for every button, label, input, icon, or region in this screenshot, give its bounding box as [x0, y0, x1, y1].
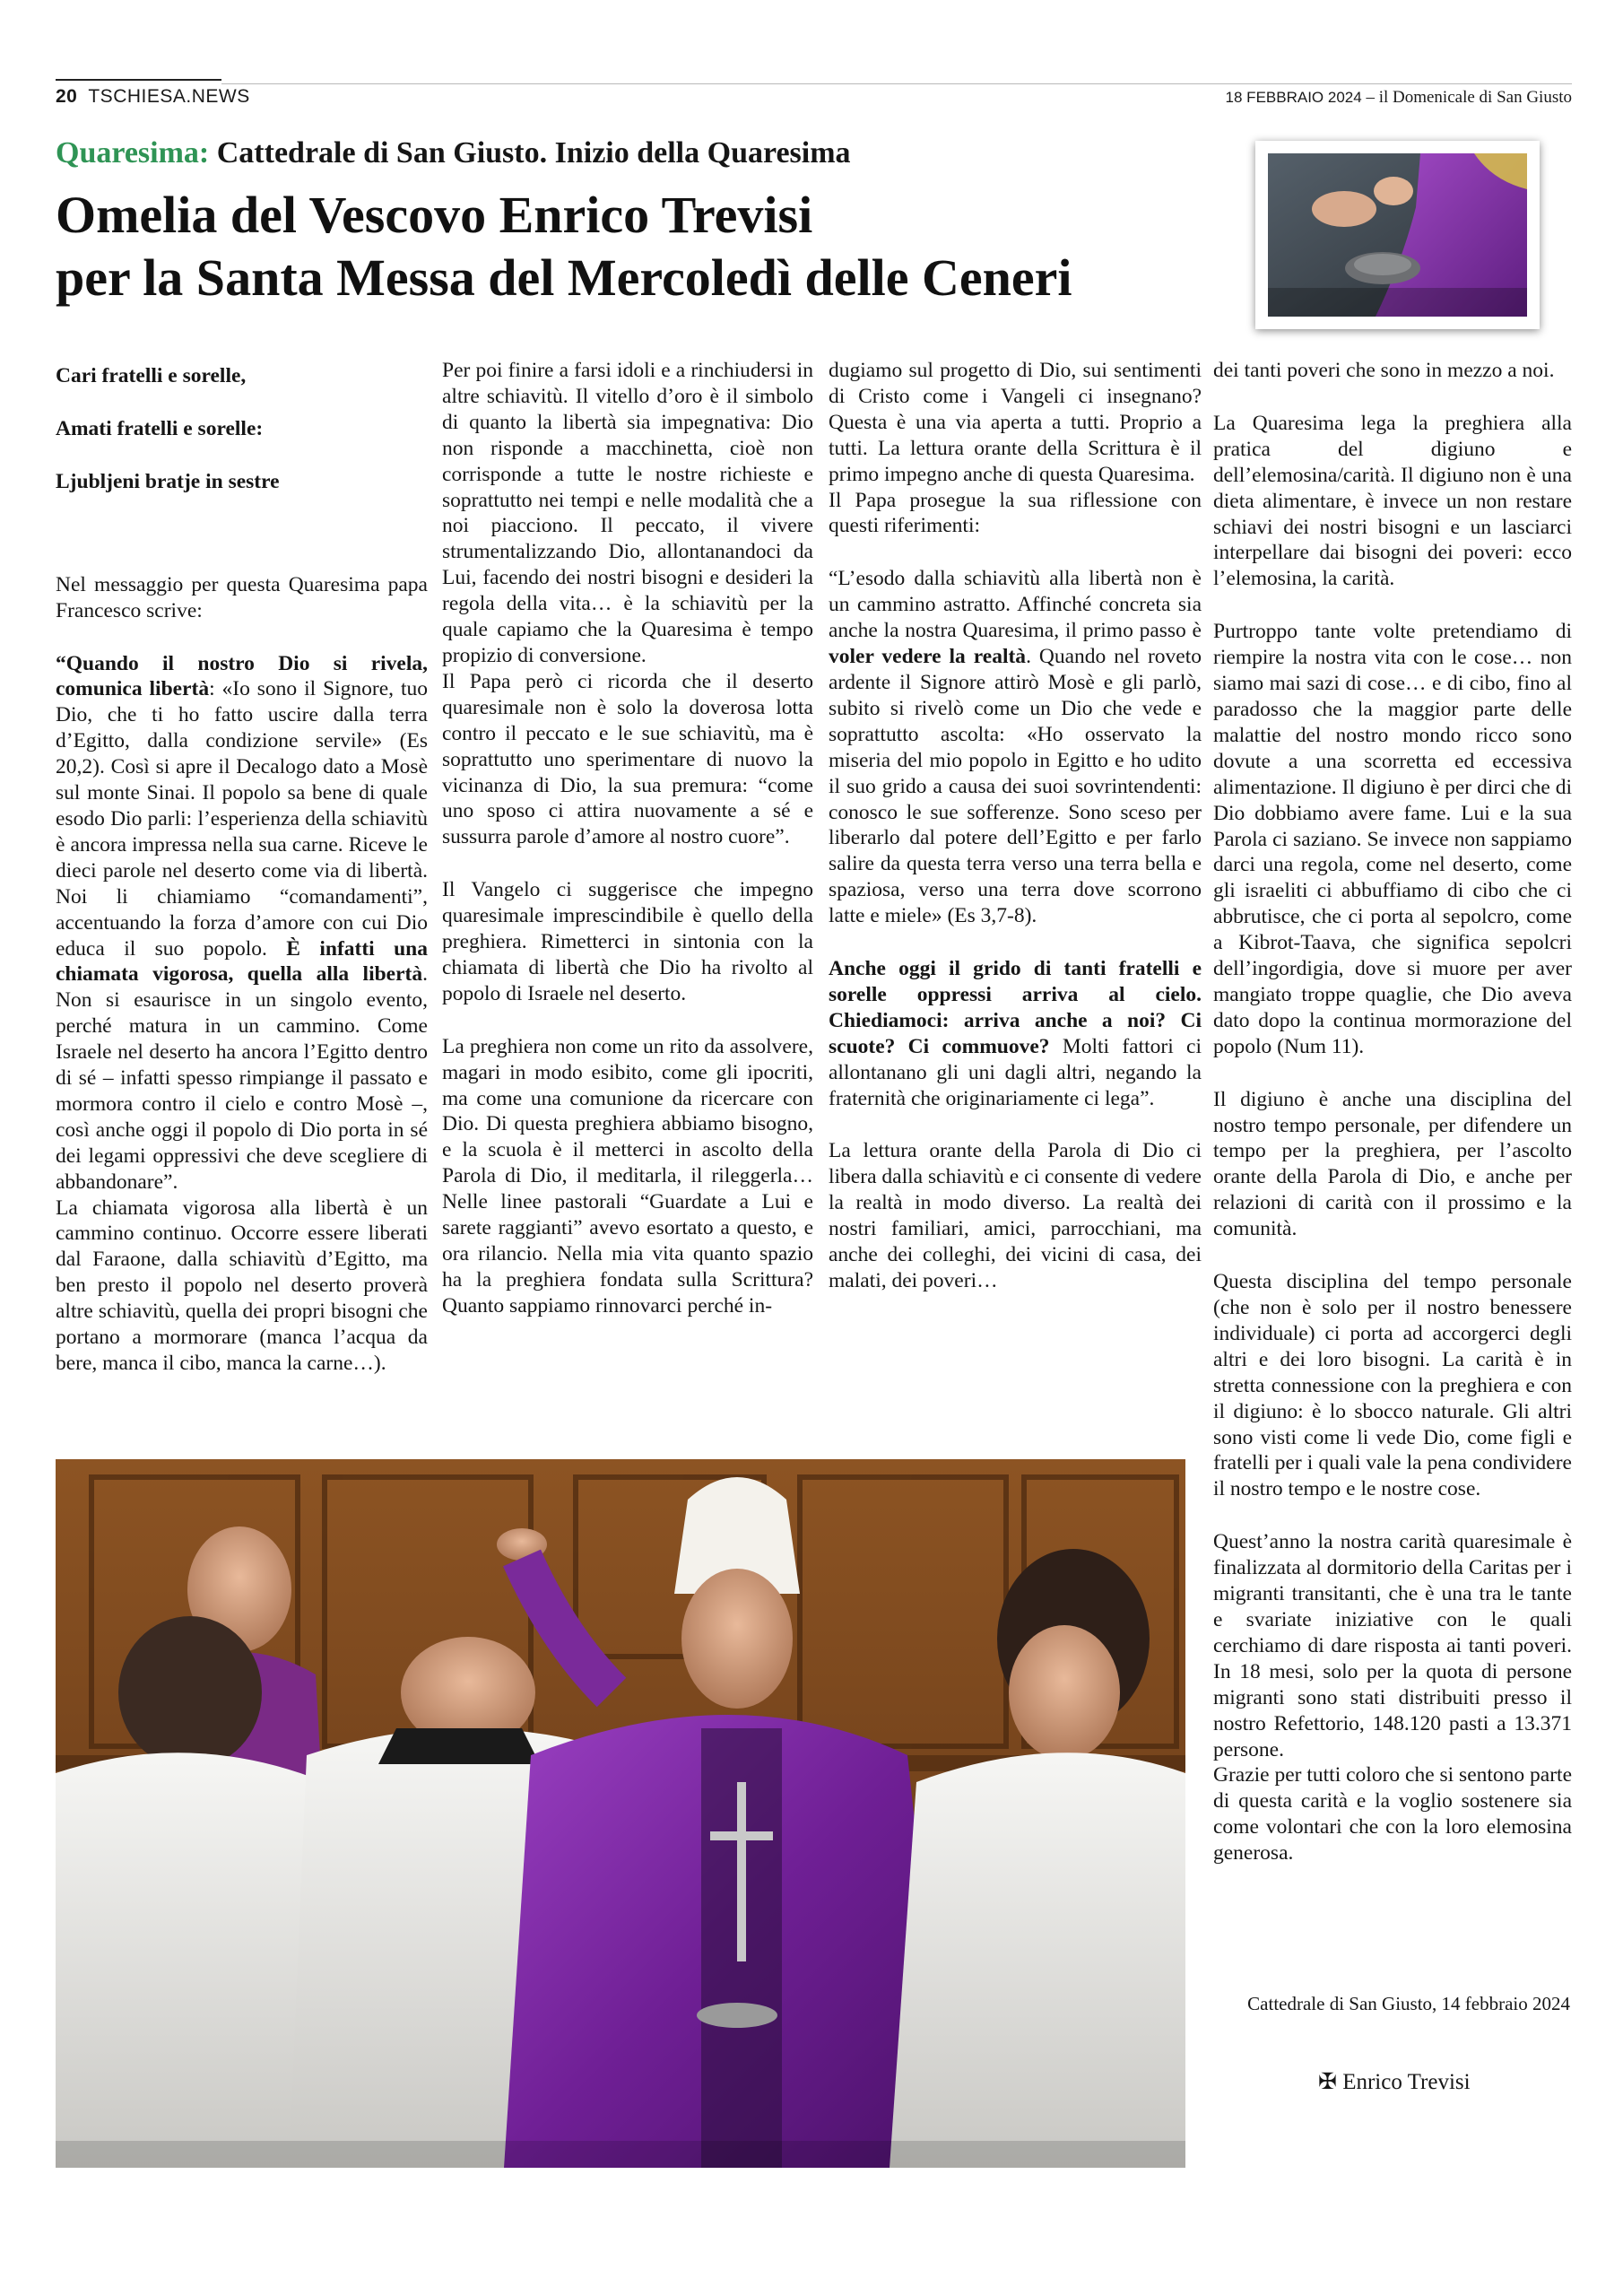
top-photo-frame [1255, 141, 1540, 329]
paragraph: Questa disciplina del tempo personale (che non è solo per il nostro benessere individuale) ci porta ad accorgerci degli altri e dei loro bisogni. La carità è in stretta connessione con la preghiera e con il digiuno: è lo sbocco naturale. Gli altri sono visti come li vede Dio, come figli e fratelli per i quali vale la pena condividere il nostro tempo e le nostre cose. [1213, 1270, 1572, 1501]
issue-date: 18 FEBBRAIO 2024 [1225, 89, 1362, 106]
article-column-4 [1213, 358, 1572, 1866]
place-date: Cattedrale di San Giusto, 14 febbraio 2024 [1247, 1993, 1570, 2014]
paragraph: Il digiuno è anche una disciplina del nostro tempo personale, per difendere un tempo per la preghiera, per l’ascolto orante della Parola di Dio, e anche per relazioni di carità con il prossimo e la comunità. [1213, 1087, 1572, 1241]
greeting-2: Amati fratelli e sorelle: [56, 416, 264, 440]
header-rule-right [221, 83, 1572, 84]
bold-text: voler vedere la realtà [829, 645, 1027, 669]
top-photo [1268, 153, 1527, 317]
kicker-keyword: Quaresima: [56, 136, 210, 170]
header-separator: – [1361, 88, 1379, 107]
headline-line-2: per la Santa Messa del Mercoledì delle Ceneri [56, 248, 1072, 307]
kicker-text: Cattedrale di San Giusto. Inizio della Quaresima [209, 136, 851, 170]
paragraph: La lettura orante della Parola di Dio ci libera dalla schiavitù e ci consente di vedere la realtà in modo diverso. La realtà dei nostri familiari, amici, parrocchiani, ma anche dei colleghi, dei vicini di casa, dei malati, dei poveri… [829, 1139, 1202, 1292]
publication-name: il Domenicale di San Giusto [1378, 88, 1572, 107]
paragraph: Nel messaggio per questa Quaresima papa Francesco scrive: [56, 572, 428, 622]
bold-text: Anche oggi il grido di tanti fratelli e sorelle oppressi arriva al cielo. Chiediamoci: arriva anche a noi? Ci scuote? Ci commuove? [829, 957, 1202, 1058]
paragraph: La Quaresima lega la preghiera alla pratica del digiuno e dell’elemosina/carità. Il digiuno non è una dieta alimentare, è invece un non restare schiavi dei nostri bisogni e un lasciarci interpellare dai bisogni dei poveri: ecco l’elemosina, la carità. [1213, 411, 1572, 591]
paragraph: Quest’anno la nostra carità quaresimale è finalizzata al dormitorio della Caritas per i migranti transitanti, che è una tra le tante e svariate iniziative con le quali cerchiamo di dare risposta ai tanti poveri. In 18 mesi, solo per la quota di persone migranti sono stati distribuiti presso il nostro Refettorio, 148.120 pasti a 13.371 persone. [1213, 1530, 1572, 1761]
site-name: TSCHIESA.NEWS [88, 86, 250, 107]
main-photo [56, 1459, 1185, 2168]
paragraph: Il Papa però ci ricorda che il deserto quaresimale non è solo la doverosa lotta contro il peccato e le sue schiavitù, ma è soprattutto uno sperimentare di nuovo la vicinanza di Dio, la sua premura: “come uno sposo ci attira nuovamente a sé e sussurra parole d’amore al nostro cuore”. [442, 669, 813, 849]
bold-text: È infatti una chiamata vigorosa, quella alla libertà [56, 936, 428, 987]
paragraph-text: “L’esodo dalla schiavitù alla libertà non è un cammino astratto. Affinché concreta sia anche la nostra Quaresima, il primo passo è [829, 567, 1202, 643]
paragraph-text: . Non si esaurisce in un singolo evento, perché matura in un cammino. Come Israele nel deserto ha ancora l’Egitto dentro di sé – infatti spesso rimpiange il passato e mormora contro il cielo e contro Mosè –, così anche oggi il popolo di Dio porta in sé dei legami oppressivi che deve scegliere di abbandonare”. [56, 962, 428, 1194]
greeting-1: Cari fratelli e sorelle, [56, 364, 247, 387]
headline-line-1: Omelia del Vescovo Enrico Trevisi [56, 186, 813, 244]
paragraph-text: Molti fattori ci allontanano gli uni dagli altri, negando la fraternità che originariamente ci lega”. [829, 1034, 1202, 1110]
page-number: 20 [56, 86, 78, 107]
header-rule-left [56, 79, 221, 81]
bold-text: “Quando il nostro Dio si rivela, comunica libertà [56, 651, 428, 701]
quote-paragraph [829, 956, 1202, 1111]
paragraph: Il Vangelo ci suggerisce che impegno quaresimale imprescindibile è quello della preghiera. Rimetterci in sintonia con la chiamata di libertà che Dio ha rivolto al popolo di Israele nel deserto. [442, 878, 813, 1005]
headline [56, 184, 1072, 309]
paragraph: Per poi finire a farsi idoli e a rinchiudersi in altre schiavitù. Il vitello d’oro è il simbolo di quanto la libertà sia impegnativa: Dio non risponde a macchinetta, cioè non corrisponde a tutte le nostre richieste e soprattutto nei tempi e nelle modalità che a noi piacciono. Il peccato, il vivere strumentalizzando Dio, allontanandoci da Lui, facendo dei nostri bisogni e desideri la regola della vita… è la schiavitù per la quale capiamo che la Quaresima è tempo propizio di conversione. [442, 359, 813, 667]
running-header-left [56, 86, 250, 108]
quote-paragraph [56, 651, 428, 1196]
running-header-right [1226, 88, 1572, 108]
article-column-1 [56, 363, 428, 1377]
quote-paragraph [829, 566, 1202, 929]
kicker [56, 136, 851, 170]
paragraph: La chiamata vigorosa alla libertà è un cammino continuo. Occorre essere liberati dal Faraone, dalla schiavitù d’Egitto, ma ben presto il popolo nel deserto proverà altre schiavitù, quella dei propri bisogni che portano a mormorare (manca l’acqua da bere, manca il cibo, manca la carne…). [56, 1196, 428, 1375]
signature: ✠ Enrico Trevisi [1318, 2070, 1471, 2094]
paragraph-text: : «Io sono il Signore, tuo Dio, che ti ho fatto uscire dalla terra d’Egitto, dalla condizione servile» (Es 20,2). Così si apre il Decalogo dato a Mosè sul monte Sinai. Il popolo sa bene di quale esodo Dio parli: l’esperienza della schiavitù è ancora impressa nella sua carne. Riceve le dieci parole nel deserto come via di libertà. Noi li chiamiamo “comandamenti”, accentuando la forza d’amore con cui Dio educa il suo popolo. [56, 677, 428, 961]
article-column-3 [829, 358, 1202, 1294]
article-column-2 [442, 358, 813, 1319]
paragraph: Purtroppo tante volte pretendiamo di riempire la nostra vita con le cose… non siamo mai sazi di cose… e di cibo, fino al paradosso che la maggior parte delle malattie del nostro mondo ricco sono dovute a una scorretta ed eccessiva alimentazione. Il digiuno è per dirci che di Dio dobbiamo avere fame. Lui e la sua Parola ci saziano. Se invece non sappiamo darci una regola, come nel deserto, come gli israeliti ci abbuffiamo di cibo che ci abbrutisce, che ci porta al sepolcro, come a Kibrot-Taava, che significa sepolcri dell’ingordigia, dove si muore per aver mangiato troppe quaglie, che Dio aveva dato dopo la continua mormorazione del popolo (Num 11). [1213, 620, 1572, 1058]
greeting-3: Ljubljeni bratje in sestre [56, 469, 280, 493]
paragraph-text: . Quando nel roveto ardente il Signore attirò Mosè e gli parlò, subito si rivelò come un Dio che vede e soprattutto ascolta: «Ho osservato la miseria del mio popolo in Egitto e ho udito il suo grido a causa dei suoi sovrintendenti: conosco le sue sofferenze. Sono sceso per liberarlo dal potere dell’Egitto e per farlo salire da questa terra verso una terra bella e spaziosa, verso una terra dove scorrono latte e miele» (Es 3,7-8). [829, 645, 1202, 928]
paragraph: Grazie per tutti coloro che si sentono parte di questa carità e la voglio sostenere sia come volontari che con la loro elemosina generosa. [1213, 1763, 1573, 1866]
paragraph: dugiamo sul progetto di Dio, sui sentimenti di Cristo come i Vangeli ci insegnano? Questa è una via aperta a tutti. Proprio a tutti. La lettura orante della Scrittura è il primo impegno anche di questa Quaresima. [829, 359, 1202, 486]
paragraph: dei tanti poveri che sono in mezzo a noi. [1213, 359, 1555, 382]
paragraph: La preghiera non come un rito da assolvere, magari in modo esibito, come gli ipocriti, ma come una comunione da ricercare con Dio. Di questa preghiera abbiamo bisogno, e la scuola è il metterci in ascolto della Parola di Dio, il meditarla, il rileggerla… Nelle linee pastorali “Guardate a Lui e sarete raggianti” avevo esortato a questo, e ora rilancio. Nella mia vita quanto spazio ha la preghiera fondata sulla Scrittura? Quanto sappiamo rinnovarci perché in- [442, 1034, 813, 1318]
paragraph: Il Papa prosegue la sua riflessione con questi riferimenti: [829, 488, 1202, 538]
